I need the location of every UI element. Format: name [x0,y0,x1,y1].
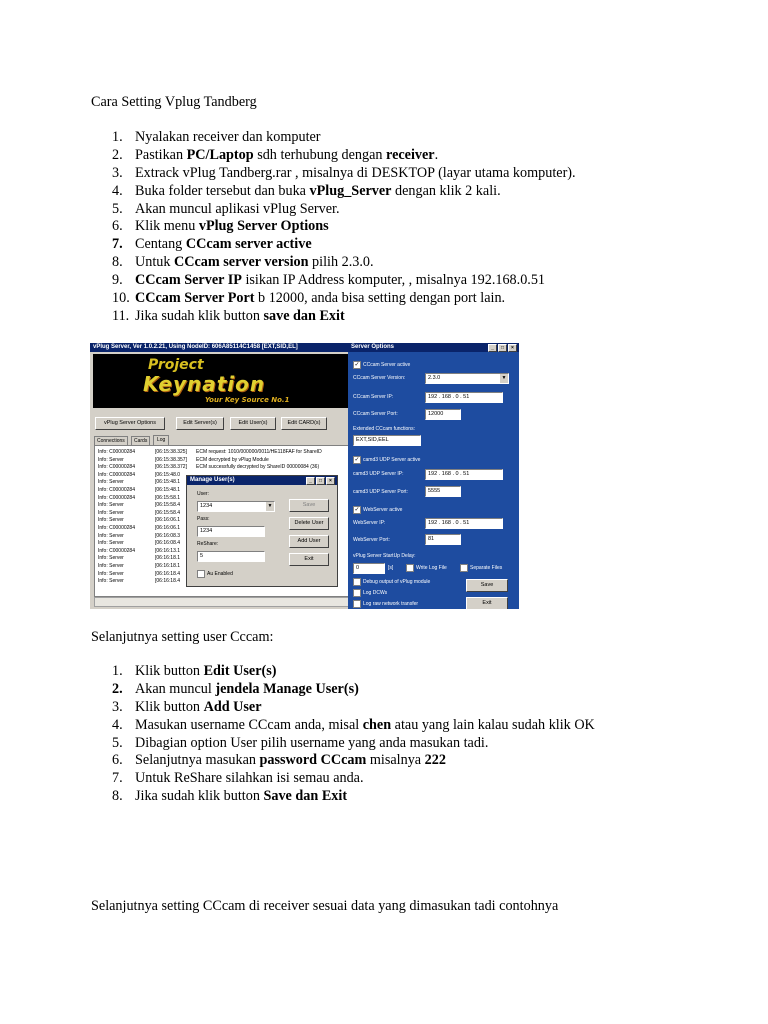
user-select[interactable] [197,501,275,512]
list-item-text: Jika sudah klik button [135,788,264,805]
extended-functions-label: Extended CCcam functions: [353,426,415,432]
au-enabled-checkbox[interactable] [197,570,205,578]
debug-output-label: Debug output of vPlug module [363,579,431,585]
log-time-column [155,449,189,586]
webserver-active-label: WebServer active [363,507,403,513]
list-item-number: 1. [112,663,123,679]
startup-delay-field[interactable]: 0 [353,563,385,574]
separate-files-checkbox[interactable] [460,564,468,572]
log-source: Info: Server [98,502,124,509]
list-item [91,699,595,717]
list-item-text: vPlug Server Options [198,218,329,235]
list-item-text: Klik button [135,698,204,715]
log-source: Info: Server [98,555,124,562]
list-item-text: save dan Exit [263,307,345,324]
list-item-text: receiver [386,146,435,163]
list-item-text: Edit User(s) [203,663,277,679]
list-item-text: atau yang lain kalau sudah klik OK [391,716,595,733]
cccam-version-value: 2.3.0 [428,375,441,381]
list-item-number: 3. [112,698,123,715]
debug-output-checkbox[interactable] [353,578,361,586]
minimize-icon[interactable]: _ [488,344,497,352]
log-time: [06:15:38.372] [155,464,187,471]
extended-functions-field[interactable]: EXT,SID,EEL [353,435,421,446]
list-item-text: Pastikan [135,146,187,163]
save-button[interactable]: Save [289,499,329,512]
manage-users-title: Manage User(s) [190,477,235,483]
log-time: [06:16:08.4 [155,540,181,547]
list-item-text: Extrack vPlug Tandberg.rar , misalnya di DESKTOP (layar utama komputer). [135,164,576,181]
list-item [91,272,576,290]
list-item-number: 8. [112,254,123,271]
log-time: [06:16:18.1 [155,562,181,569]
list-item-text: Untuk ReShare silahkan isi semau anda. [135,770,364,787]
list-item-text: Akan muncul aplikasi vPlug Server. [135,200,340,217]
webserver-port-field[interactable]: 81 [425,534,461,545]
list-item-text: Akan muncul [135,680,216,697]
list-item-text: Masukan username CCcam anda, misal [135,716,363,733]
list-item-text: CCcam server active [185,236,312,253]
cccam-version-label: CCcam Server Version: [353,375,406,381]
list-item-text: CCcam Server IP [135,272,242,289]
tab-log[interactable]: Log [153,435,169,445]
cccam-ip-label: CCcam Server IP: [353,394,394,400]
log-time: [06:15:48.1 [155,486,181,493]
manage-users-titlebar [187,476,337,485]
log-source: Info: Server [98,578,124,585]
server-options-window [348,343,519,609]
write-log-checkbox[interactable] [406,564,414,572]
list-item [91,129,576,147]
options-exit-button[interactable]: Exit [466,597,508,609]
cccam-active-checkbox[interactable]: ✓ [354,362,360,368]
list-item-text: . [434,146,439,163]
log-source: Info: Server [98,562,124,569]
log-message: ECM request: 1010/000000/0011/HE118FAF for ShareID [196,449,322,455]
list-item-number: 5. [112,200,123,217]
list-item-number: 8. [112,788,123,805]
list-item-number: 1. [112,129,123,145]
list-item-text: PC/Laptop [186,146,254,163]
minimize-icon[interactable]: _ [306,477,315,485]
list-item-text: jendela Manage User(s) [215,680,359,697]
webserver-port-label: WebServer Port: [353,537,390,543]
list-item-text: Centang [135,236,186,253]
list-item-number: 4. [112,182,123,199]
maximize-icon[interactable]: □ [498,344,507,352]
list-item [91,201,576,219]
user-steps-list [91,663,595,806]
reshare-label: ReShare: [197,541,219,547]
log-time: [06:15:48.0 [155,471,181,478]
maximize-icon[interactable]: □ [316,477,325,485]
log-time: [06:16:06.1 [155,524,181,531]
list-item-number: 6. [112,218,123,235]
chevron-down-icon[interactable]: ▼ [267,503,273,509]
log-time: [06:16:18.4 [155,570,181,577]
main-window-title: vPlug Server, Ver 1.0.2.21, Using NodeID: 606A85114C1458 [EXT,SID,EL] [93,344,298,350]
list-item-text: Klik menu [135,218,199,235]
log-time: [06:16:08.3 [155,532,181,539]
list-item-text: b 12000, anda bisa setting dengan port lain. [254,290,506,307]
section-user-heading: Selanjutnya setting user Cccam: [91,629,274,645]
banner-project-text: Project [148,357,204,373]
list-item-number: 2. [112,146,123,163]
list-item-text: chen [362,716,392,733]
list-item-text: misalnya [366,752,425,769]
log-messages [196,449,322,472]
list-item-number: 9. [112,272,123,289]
startup-delay-label: vPlug Server StartUp Delay: [353,553,416,559]
list-item-text: Klik button [135,663,204,679]
list-item-text: Buka folder tersebut dan buka [135,182,310,199]
list-item [91,681,595,699]
log-source: Info: Server [98,517,124,524]
camd3-port-field[interactable]: 5555 [425,486,461,497]
list-item [91,717,595,735]
list-item-text: vPlug_Server [309,182,392,199]
options-save-button[interactable]: Save [466,579,508,592]
add-user-button[interactable]: Add User [289,535,329,548]
horizontal-scrollbar[interactable] [94,597,350,607]
camd3-ip-field[interactable]: 192 . 168 . 0 . 51 [425,469,503,480]
server-options-titlebar [348,343,519,352]
list-item-text: 222 [424,752,446,769]
log-source: Info: Server [98,509,124,516]
camd3-ip-label: camd3 UDP Server IP: [353,471,404,477]
list-item-text: CCcam Server Port [135,290,255,307]
log-message: ECM successfully decrypted by ShareID 00000084 (36) [196,464,320,471]
list-item [91,183,576,201]
log-source-column [98,449,153,586]
list-item-text: Dibagian option User pilih username yang anda masukan tadi. [135,734,489,751]
list-item-number: 6. [112,752,123,769]
webserver-active-checkbox[interactable]: ✓ [354,507,360,513]
list-item-text: Add User [203,698,262,715]
list-item-text: password CCcam [259,752,367,769]
log-source: Info: Server [98,540,124,547]
edit-users-button[interactable]: Edit User(s) [230,417,276,430]
list-item-number: 11. [112,307,130,324]
list-item [91,752,595,770]
banner-tagline: Your Key Source No.1 [205,396,290,404]
cccam-port-label: CCcam Server Port: [353,411,398,417]
log-source: Info: Server [98,532,124,539]
list-item [91,770,595,788]
au-enabled-label: Au Enabled [207,571,233,577]
list-item [91,308,576,326]
section-receiver-heading: Selanjutnya setting CCcam di receiver sesuai data yang dimasukan tadi contohnya [91,898,559,914]
log-time: [06:16:18.1 [155,555,181,562]
cccam-active-label: CCcam Server active [363,362,411,368]
log-source: Info: C00000284 [98,464,135,471]
exit-button[interactable]: Exit [289,553,329,566]
list-item-number: 5. [112,734,123,751]
log-time: [06:15:58.1 [155,494,181,501]
list-item-text: Nyalakan receiver dan komputer [135,129,321,145]
list-item-text: CCcam server version [174,254,309,271]
server-options-title: Server Options [351,344,395,350]
log-dcws-checkbox[interactable] [353,589,361,597]
list-item-text: Jika sudah klik button [135,307,264,324]
list-item [91,735,595,753]
document-title: Cara Setting Vplug Tandberg [91,94,257,110]
log-source: Info: C00000284 [98,524,135,531]
log-time: [06:16:18.4 [155,578,181,585]
list-item-number: 4. [112,716,123,733]
tab-connections[interactable]: Connections [94,436,128,445]
list-item-text: isikan IP Address komputer, , misalnya 192.168.0.51 [241,272,546,289]
log-source: Info: Server [98,456,124,463]
list-item-text: Selanjutnya masukan [135,752,260,769]
cccam-ip-field[interactable]: 192 . 168 . 0 . 51 [425,392,503,403]
camd3-active-checkbox[interactable]: ✓ [354,457,360,463]
camd3-port-label: camd3 UDP Server Port: [353,489,408,495]
close-icon[interactable]: × [326,477,335,485]
list-item-text: dengan klik 2 kali. [391,182,501,199]
vplug-screenshot [90,343,519,609]
list-item-text: pilih 2.3.0. [308,254,374,271]
log-source: Info: C00000284 [98,547,135,554]
banner-keynation-text: Keynation [143,372,266,396]
delete-user-button[interactable]: Delete User [289,517,329,530]
webserver-ip-label: WebServer IP: [353,520,386,526]
pass-field[interactable]: 1234 [197,526,265,537]
log-source: Info: C00000284 [98,494,135,501]
log-source: Info: C00000284 [98,486,135,493]
edit-cards-button[interactable]: Edit CARD(s) [281,417,327,430]
list-item-number: 7. [112,770,123,787]
close-icon[interactable]: × [508,344,517,352]
list-item [91,290,576,308]
reshare-field[interactable]: 5 [197,551,265,562]
startup-delay-unit: [s] [388,565,394,571]
camd3-active-label: camd3 UDP Server active [363,457,421,463]
log-time: [06:15:58.4 [155,502,181,509]
list-item-text: Save dan Exit [263,788,348,805]
list-item [91,147,576,165]
log-dcws-label: Log DCWs [363,590,388,596]
separate-files-label: Separate Files [470,565,503,571]
log-time: [06:15:48.1 [155,479,181,486]
chevron-down-icon[interactable]: ▼ [501,375,507,381]
log-raw-checkbox[interactable] [353,600,361,608]
keynation-banner [93,354,349,408]
user-label: User: [197,491,209,497]
list-item-text: sdh terhubung dengan [253,146,387,163]
log-message: ECM decrypted by vPlug Module [196,456,269,463]
tab-cards[interactable]: Cards [131,436,150,445]
list-item-number: 2. [112,680,123,697]
log-time: [06:16:13.1 [155,547,181,554]
log-time: [06:15:58.4 [155,509,181,516]
list-item [91,254,576,272]
list-item [91,218,576,236]
pass-label: Pass: [197,516,210,522]
log-time: [06:16:06.1 [155,517,181,524]
cccam-port-field[interactable]: 12000 [425,409,461,420]
cccam-version-select[interactable] [425,373,509,384]
list-item [91,788,595,806]
list-item-number: 3. [112,164,123,181]
log-source: Info: C00000284 [98,471,135,478]
edit-servers-button[interactable]: Edit Server(s) [176,417,224,430]
list-item-text: Untuk [135,254,175,271]
user-select-value: 1234 [200,503,213,509]
log-source: Info: Server [98,479,124,486]
list-item [91,236,576,254]
main-window-titlebar [90,343,352,352]
log-time: [06:15:38.325] [155,449,187,455]
write-log-label: Write Log File [416,565,447,571]
vplug-server-options-button[interactable]: vPlug Server Options [95,417,165,430]
manage-users-dialog [186,475,338,587]
list-item-number: 10. [112,290,130,307]
webserver-ip-field[interactable]: 192 . 168 . 0 . 51 [425,518,503,529]
log-raw-label: Log raw network transfer [363,601,419,607]
log-source: Info: Server [98,570,124,577]
list-item-number: 7. [112,236,123,253]
log-source: Info: C00000284 [98,449,135,455]
list-item [91,663,595,681]
setup-steps-list [91,129,576,326]
log-time: [06:15:38.357] [155,456,187,463]
list-item [91,165,576,183]
